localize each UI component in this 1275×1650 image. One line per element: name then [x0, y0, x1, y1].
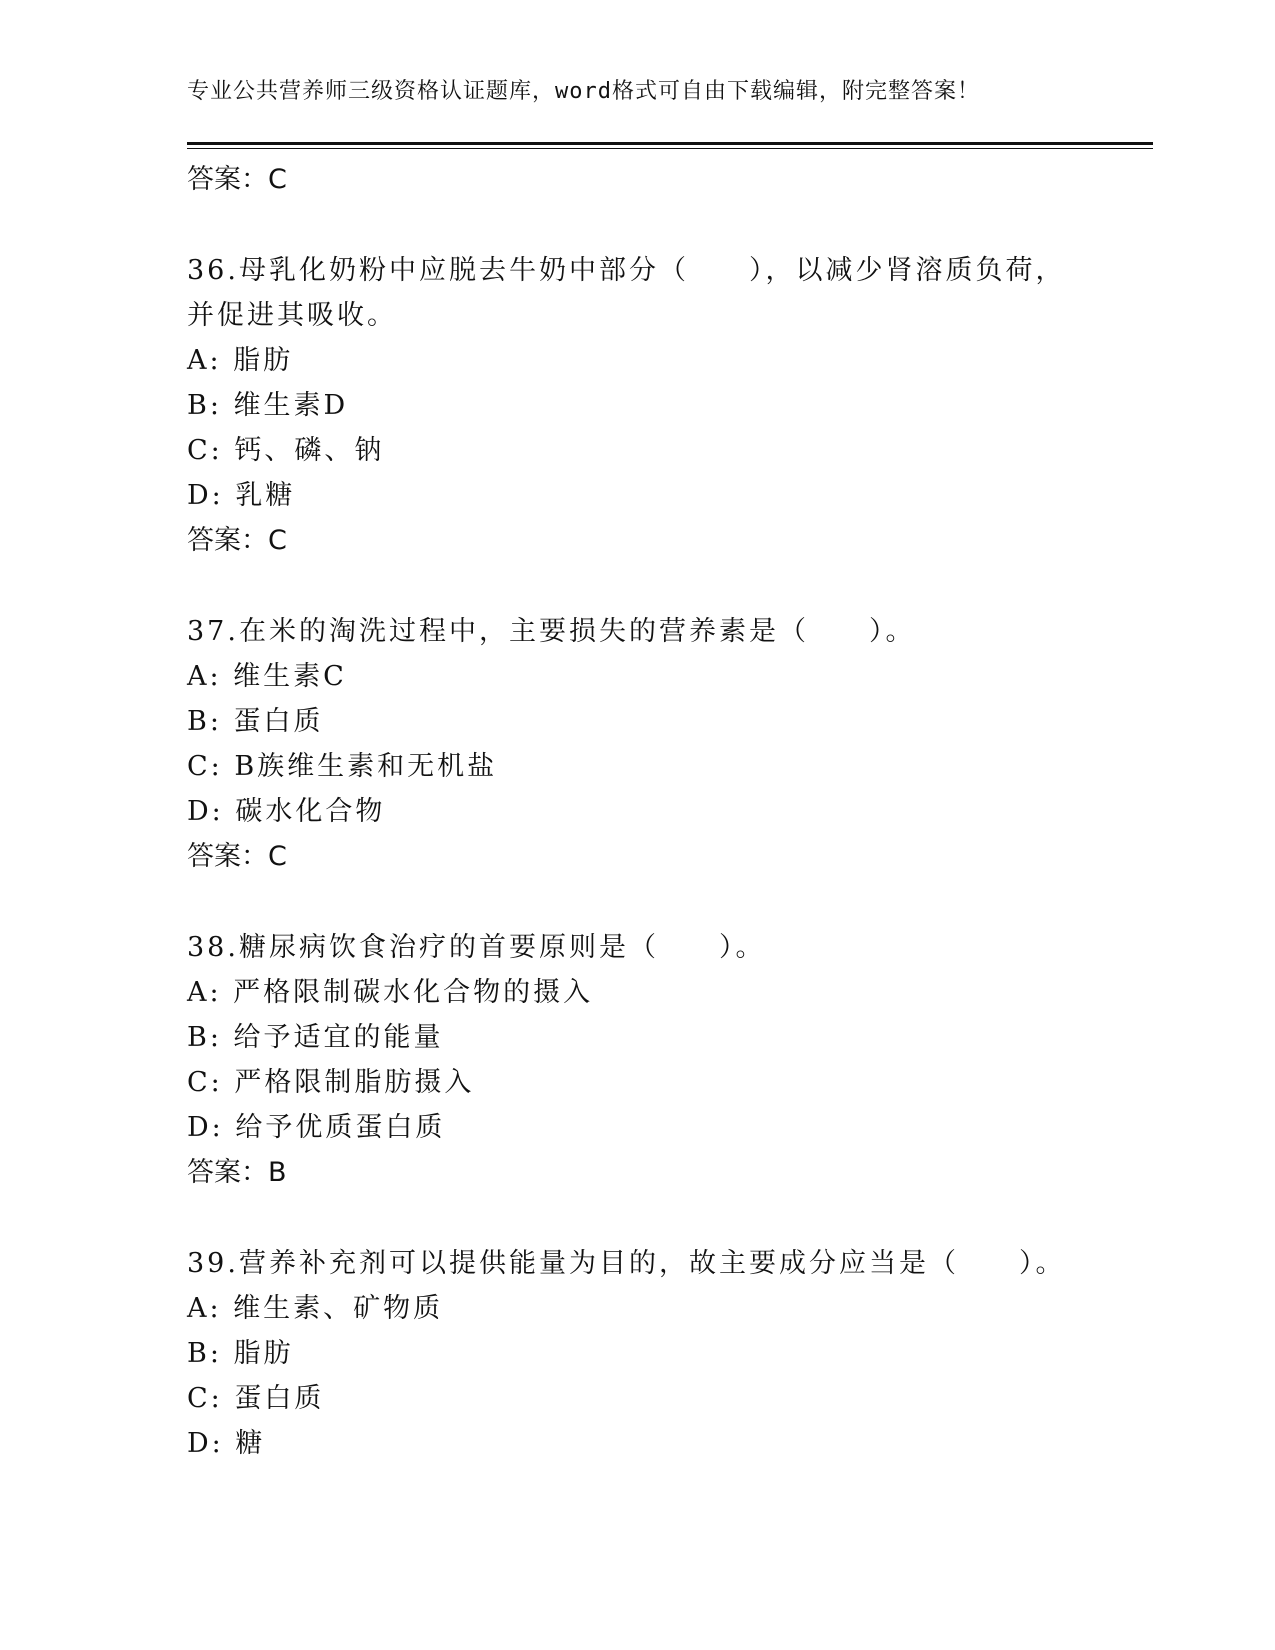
option-c: C: 钙、磷、钠	[187, 435, 385, 466]
question-text: 37.在米的淘洗过程中，主要损失的营养素是（ ）。	[187, 616, 916, 647]
option-d: D: 糖	[187, 1428, 266, 1459]
question-39	[187, 1241, 1087, 1466]
option-b: B: 脂肪	[187, 1338, 294, 1369]
page-header: 专业公共营养师三级资格认证题库，word格式可自由下载编辑，附完整答案！	[187, 79, 980, 104]
option-c: C: 蛋白质	[187, 1383, 325, 1414]
question-text: 38.糖尿病饮食治疗的首要原则是（ ）。	[187, 932, 766, 963]
option-b: B: 维生素D	[187, 390, 349, 421]
question-text: 36.母乳化奶粉中应脱去牛奶中部分（ ），以减少肾溶质负荷，并促进其吸收。	[187, 255, 1066, 331]
question-38	[187, 925, 1087, 1195]
option-a: A: 维生素C	[187, 661, 347, 692]
answer-line: 答案：B	[187, 1157, 287, 1188]
option-d: D: 乳糖	[187, 480, 296, 511]
question-list	[187, 157, 1087, 1466]
question-37	[187, 609, 1087, 879]
answer-line: 答案：C	[187, 841, 287, 872]
question-text: 39.营养补充剂可以提供能量为目的，故主要成分应当是（ ）。	[187, 1248, 1066, 1279]
option-a: A: 维生素、矿物质	[187, 1293, 444, 1324]
option-c: C: 严格限制脂肪摄入	[187, 1067, 475, 1098]
option-a: A: 严格限制碳水化合物的摄入	[187, 977, 594, 1008]
option-d: D: 给予优质蛋白质	[187, 1112, 446, 1143]
answer-line: 答案：C	[187, 164, 287, 195]
question-36	[187, 248, 1087, 563]
header-rule-thick	[187, 142, 1153, 145]
option-c: C: B族维生素和无机盐	[187, 751, 498, 782]
option-b: B: 蛋白质	[187, 706, 324, 737]
answer-line: 答案：C	[187, 525, 287, 556]
header-rule-thin	[187, 148, 1153, 149]
option-d: D: 碳水化合物	[187, 796, 386, 827]
option-a: A: 脂肪	[187, 345, 294, 376]
option-b: B: 给予适宜的能量	[187, 1022, 444, 1053]
